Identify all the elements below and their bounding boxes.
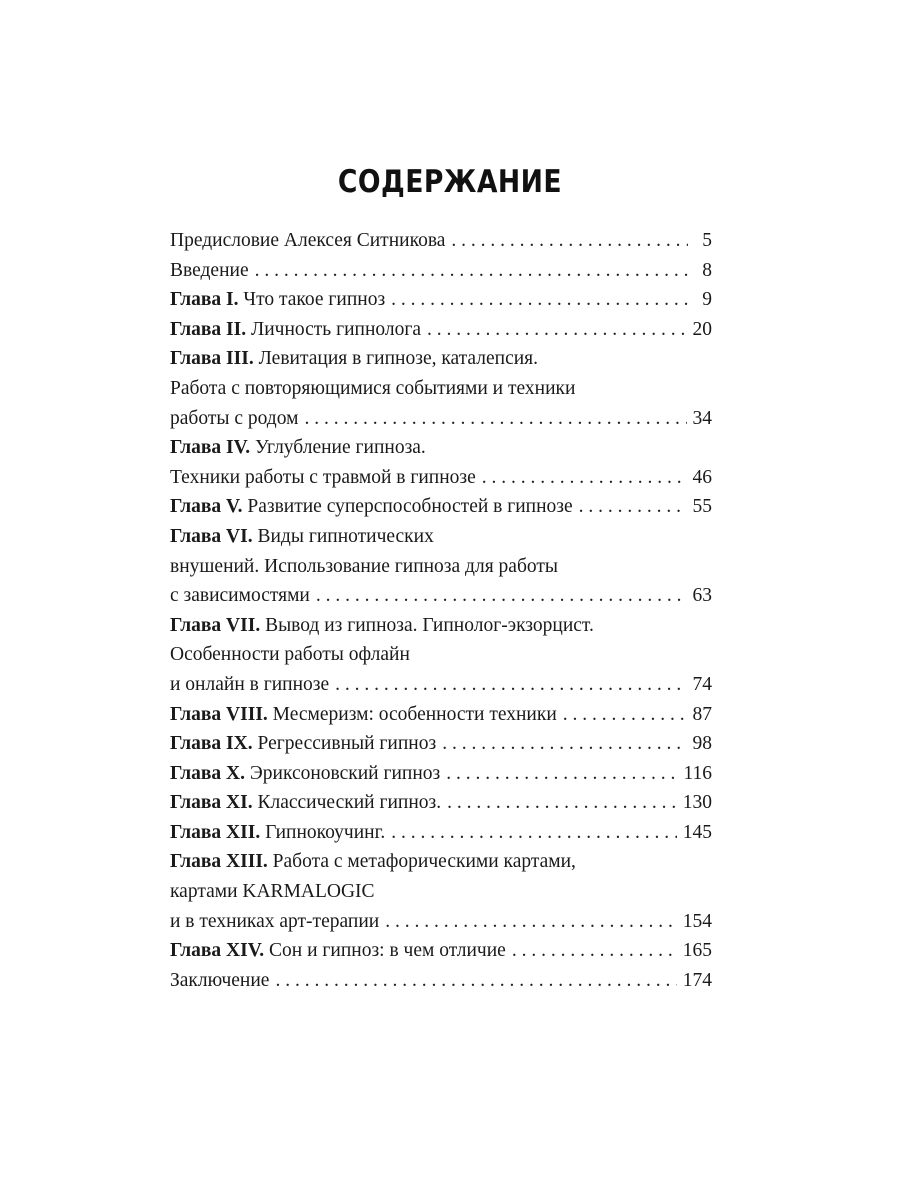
toc-entry[interactable] (170, 344, 712, 433)
chapter-label: Глава IV. (170, 437, 251, 459)
chapter-title: Техники работы с травмой в гипнозе (170, 466, 476, 488)
toc-line-text (170, 670, 329, 700)
toc-line (170, 256, 712, 286)
toc-line-text (170, 492, 573, 522)
toc-line-text (170, 226, 445, 256)
page-number: 63 (692, 585, 712, 607)
chapter-label: Глава VIII. (170, 703, 268, 725)
dot-leader (451, 226, 688, 256)
dot-leader (579, 492, 687, 522)
dot-leader (447, 788, 677, 818)
dot-leader (482, 463, 687, 493)
dot-leader (304, 404, 686, 434)
toc-line-text (170, 348, 538, 369)
toc-entry[interactable] (170, 256, 712, 286)
chapter-title: Введение (170, 259, 249, 281)
toc-line (170, 907, 712, 937)
dot-leader (391, 285, 688, 315)
chapter-label: Глава III. (170, 348, 254, 370)
dot-leader (391, 818, 677, 848)
toc-line-text (170, 437, 426, 458)
chapter-title: Сон и гипноз: в чем отличие (269, 940, 506, 962)
chapter-title: с зависимостями (170, 585, 310, 607)
chapter-label: Глава XIV. (170, 940, 265, 962)
dot-leader (563, 700, 687, 730)
chapter-label: Глава XIII. (170, 851, 268, 873)
toc-line (170, 877, 712, 907)
page-number: 5 (702, 230, 712, 251)
toc-entry[interactable] (170, 285, 712, 315)
toc-line (170, 640, 712, 670)
chapter-title: Регрессивный гипноз (257, 733, 437, 755)
dot-leader (316, 581, 687, 611)
toc-line-text (170, 644, 410, 665)
toc-line-text (170, 788, 441, 818)
chapter-label: Глава XI. (170, 792, 253, 814)
table-of-contents (170, 226, 712, 995)
toc-line (170, 581, 712, 611)
toc-line-text (170, 936, 506, 966)
toc-line (170, 433, 712, 463)
chapter-title: Вывод из гипноза. Гипнолог-экзорцист. (265, 614, 594, 636)
toc-entry[interactable] (170, 226, 712, 256)
page-number: 116 (683, 762, 712, 784)
chapter-title: Работа с повторяющимися событиями и техники (170, 377, 576, 399)
chapter-title: работы с родом (170, 407, 299, 429)
toc-line-text (170, 556, 558, 577)
chapter-title: и в техниках арт-терапии (170, 910, 380, 932)
chapter-label: Глава V. (170, 496, 243, 518)
toc-line-text (170, 526, 434, 547)
toc-line (170, 847, 712, 877)
toc-line (170, 492, 712, 522)
chapter-title: Углубление гипноза. (254, 437, 426, 459)
chapter-title: Заключение (170, 969, 270, 991)
dot-leader (255, 256, 688, 286)
toc-entry[interactable] (170, 700, 712, 730)
page-number: 46 (692, 466, 712, 488)
toc-line (170, 404, 712, 434)
toc-line-text (170, 315, 421, 345)
toc-line (170, 729, 712, 759)
chapter-label: Глава VII. (170, 614, 261, 636)
page-number: 174 (682, 969, 712, 991)
toc-entry[interactable] (170, 818, 712, 848)
toc-line (170, 522, 712, 552)
toc-line-text (170, 615, 594, 636)
page-number: 20 (692, 318, 712, 340)
toc-line-text (170, 378, 575, 399)
toc-line (170, 611, 712, 641)
chapter-title: Предисловие Алексея Ситникова (170, 230, 446, 251)
chapter-title: и онлайн в гипнозе (170, 673, 330, 695)
page-number: 130 (682, 792, 712, 814)
chapter-title: Гипнокоучинг. (265, 821, 386, 843)
chapter-label: Глава X. (170, 762, 246, 784)
chapter-label: Глава I. (170, 289, 239, 311)
dot-leader (385, 907, 677, 937)
toc-line-text (170, 907, 379, 937)
toc-line (170, 966, 712, 996)
page-number: 165 (682, 940, 712, 962)
chapter-title: Личность гипнолога (250, 318, 421, 340)
chapter-title: Работа с метафорическими картами, (272, 851, 576, 873)
page-number: 87 (692, 703, 712, 725)
toc-line-text (170, 404, 298, 434)
toc-entry[interactable] (170, 847, 712, 936)
toc-line (170, 700, 712, 730)
toc-line (170, 315, 712, 345)
chapter-title: Развитие суперспособностей в гипнозе (247, 496, 573, 518)
chapter-title: Что такое гипноз (243, 289, 386, 311)
page-number: 9 (702, 289, 712, 311)
toc-entry[interactable] (170, 759, 712, 789)
chapter-label: Глава IX. (170, 733, 253, 755)
page-number: 98 (692, 733, 712, 755)
toc-entry[interactable] (170, 966, 712, 996)
dot-leader (442, 729, 686, 759)
chapter-label: Глава VI. (170, 525, 253, 547)
toc-entry[interactable] (170, 433, 712, 492)
chapter-label: Глава XII. (170, 821, 261, 843)
toc-line (170, 374, 712, 404)
page-number: 154 (682, 910, 712, 932)
page-number: 8 (702, 259, 712, 281)
chapter-title: Виды гипнотических (257, 525, 434, 547)
toc-line-text (170, 966, 269, 996)
toc-line (170, 936, 712, 966)
toc-line-text (170, 759, 440, 789)
toc-line-text (170, 256, 249, 286)
toc-entry[interactable] (170, 315, 712, 345)
toc-line (170, 788, 712, 818)
toc-line (170, 670, 712, 700)
toc-entry[interactable] (170, 522, 712, 611)
toc-line-text (170, 463, 476, 493)
chapter-title: Левитация в гипнозе, каталепсия. (258, 348, 539, 370)
toc-line-text (170, 818, 385, 848)
toc-line (170, 226, 712, 256)
toc-line-text (170, 729, 436, 759)
page-number: 34 (692, 407, 712, 429)
toc-line (170, 463, 712, 493)
page-number: 74 (692, 673, 712, 695)
toc-entry[interactable] (170, 611, 712, 700)
chapter-title: Месмеризм: особенности техники (272, 703, 557, 725)
toc-line (170, 285, 712, 315)
chapter-label: Глава II. (170, 318, 247, 340)
chapter-title: картами KARMALOGIC (170, 881, 375, 903)
dot-leader (275, 966, 676, 996)
toc-line-text (170, 851, 576, 872)
dot-leader (335, 670, 686, 700)
toc-line-text (170, 700, 557, 730)
toc-line (170, 552, 712, 582)
chapter-title: Особенности работы офлайн (170, 644, 410, 666)
toc-line (170, 344, 712, 374)
dot-leader (512, 936, 677, 966)
page-number: 55 (692, 496, 712, 518)
toc-line-text (170, 581, 310, 611)
toc-entry[interactable] (170, 936, 712, 966)
toc-entry[interactable] (170, 788, 712, 818)
toc-entry[interactable] (170, 729, 712, 759)
toc-line-text (170, 285, 385, 315)
dot-leader (446, 759, 677, 789)
page-title: СОДЕРЖАНИЕ (337, 164, 563, 200)
toc-entry[interactable] (170, 492, 712, 522)
toc-line (170, 818, 712, 848)
dot-leader (427, 315, 687, 345)
page-number: 145 (682, 821, 712, 843)
chapter-title: Эриксоновский гипноз (249, 762, 441, 784)
chapter-title: внушений. Использование гипноза для работы (170, 555, 558, 577)
toc-line (170, 759, 712, 789)
toc-line-text (170, 881, 375, 902)
chapter-title: Классический гипноз. (257, 792, 442, 814)
